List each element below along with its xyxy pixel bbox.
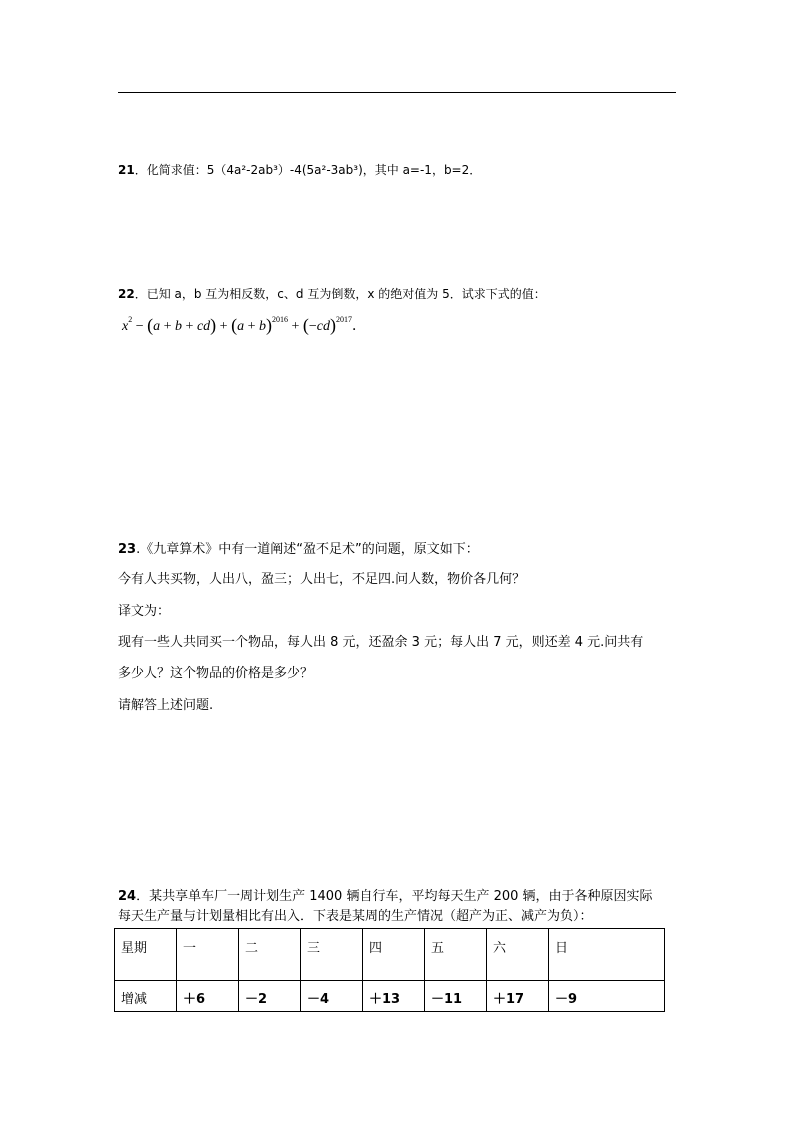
table-row: [115, 981, 665, 1012]
question-24: [118, 888, 653, 906]
question-24-line-1: ．某共享单车厂一周计划生产 1400 辆自行车，平均每天生产 200 辆，由于各种原因实际: [136, 889, 653, 904]
table-cell: ＋17: [487, 981, 549, 1012]
table-cell: 日: [549, 929, 665, 981]
table-cell: －2: [239, 981, 301, 1012]
expr-paren-open: (: [147, 315, 154, 335]
table-cell: 增减: [115, 981, 177, 1012]
table-cell: 五: [425, 929, 487, 981]
expr-x: x: [122, 319, 129, 334]
question-22-text: ．已知 a，b 互为相反数，c、d 互为倒数，x 的绝对值为 5．试求下式的值：: [134, 287, 546, 301]
table-header-row: [115, 929, 665, 981]
table-cell: 星期: [115, 929, 177, 981]
expr-plus-2: +: [185, 319, 194, 334]
expr-plus-3: +: [219, 319, 228, 334]
question-23-line-1: .《九章算术》中有一道阐述“盈不足术”的问题，原文如下：: [136, 542, 479, 557]
question-21-number: 21: [118, 163, 135, 177]
question-22-expression: [122, 314, 366, 338]
expr-neg: −: [308, 319, 317, 334]
table-cell: －9: [549, 981, 665, 1012]
expr-plus-4: +: [247, 319, 256, 334]
expr-paren-close: ): [210, 315, 217, 335]
expr-paren-close-2: ): [265, 315, 272, 335]
table-cell: －11: [425, 981, 487, 1012]
table-cell: ＋13: [363, 981, 425, 1012]
expr-paren-open-3: (: [302, 315, 309, 335]
question-23-line-6: 请解答上述问题.: [118, 698, 214, 713]
table-cell: ＋6: [177, 981, 239, 1012]
table-cell: 二: [239, 929, 301, 981]
expr-exponent-2017: 2017: [336, 315, 352, 325]
expr-cd: cd: [196, 319, 211, 334]
table-cell: －4: [301, 981, 363, 1012]
expr-paren-close-3: ): [330, 315, 336, 335]
question-22-number: 22: [118, 287, 135, 301]
expr-b: b: [175, 319, 183, 334]
expr-a-2: a: [237, 319, 245, 334]
question-21-text: ．化简求值：5（4a²-2ab³）-4(5a²-3ab³)，其中 a=-1，b=2．: [134, 163, 482, 177]
expr-minus: −: [135, 319, 144, 334]
expr-plus-1: +: [163, 319, 172, 334]
question-24-number: 24: [118, 889, 137, 904]
table-cell: 六: [487, 929, 549, 981]
question-23-line-2: 今有人共买物，人出八，盈三；人出七，不足四.问人数，物价各几何？: [118, 572, 526, 587]
expr-exponent-2016: 2016: [271, 315, 288, 325]
expr-period: ．: [352, 319, 366, 334]
question-23: [118, 541, 479, 559]
header-rule: [118, 92, 676, 93]
question-23-line-4: 现有一些人共同买一个物品，每人出 8 元，还盈余 3 元；每人出 7 元，则还差 4 元.问共有: [118, 635, 644, 650]
question-23-line-3: 译文为：: [118, 604, 171, 619]
expr-cd-2: cd: [316, 319, 330, 334]
expr-paren-open-2: (: [231, 315, 238, 335]
question-24-line-2: 每天生产量与计划量相比有出入．下表是某周的生产情况（超产为正、减产为负）：: [118, 909, 593, 924]
expr-b-2: b: [258, 319, 266, 334]
expr-a: a: [153, 319, 161, 334]
question-21: [118, 162, 481, 178]
question-23-line-5: 多少人？这个物品的价格是多少？: [118, 666, 314, 681]
expr-square: 2: [128, 315, 133, 325]
table-cell: 一: [177, 929, 239, 981]
question-22: [118, 286, 546, 302]
table-cell: 三: [301, 929, 363, 981]
expr-plus-5: +: [291, 319, 300, 334]
production-table: [114, 928, 665, 1012]
table-cell: 四: [363, 929, 425, 981]
question-23-number: 23: [118, 542, 137, 557]
